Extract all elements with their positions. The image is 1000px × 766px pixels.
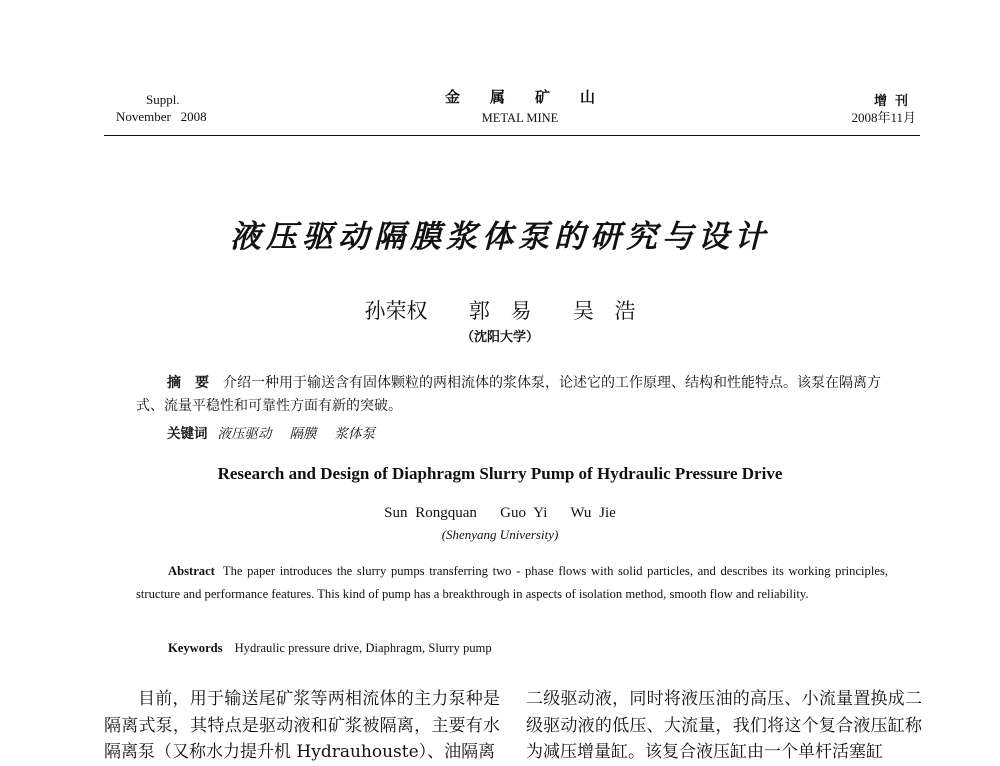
abstract-cn-text: 介绍一种用于输送含有固体颗粒的两相流体的浆体泵，论述它的工作原理、结构和性能特点。该泵在隔离方式、流量平稳性和可靠性方面有新的突破。 (136, 375, 881, 414)
issue-date-cn: 2008年11月 (851, 110, 916, 125)
body-column-left: 目前，用于输送尾矿浆等两相流体的主力泵种是隔离式泵，其特点是驱动液和矿浆被隔离，主要有水隔离泵（又称水力提升机 Hydrauhouste）、油隔离 (104, 689, 500, 762)
affiliation-cn: （沈阳大学） (460, 330, 539, 345)
keyword-cn: 隔膜 (289, 426, 317, 442)
running-header-left (116, 91, 207, 125)
keywords-en-text: Hydraulic pressure drive, Diaphragm, Slurry pump (234, 641, 492, 655)
header-rule (104, 135, 920, 136)
journal-name-en: METAL MINE (481, 111, 559, 125)
journal-name-cn: 金属矿山 (444, 90, 625, 106)
abstract-cn (136, 372, 886, 418)
keywords-en-label: Keywords (168, 641, 223, 655)
abstract-cn-label: 摘要 (167, 375, 223, 391)
abstract-en-label: Abstract (168, 564, 215, 578)
keyword-cn: 液压驱动 (217, 426, 272, 442)
abstract-en-text: The paper introduces the slurry pumps transferring two - phase flows with solid particles, and describes its working principles, structure and performance features. This kind of pump has a breakthrough in aspects of isolation method, smooth flow and reliability. (136, 564, 888, 601)
paper-title-cn: 液压驱动隔膜浆体泵的研究与设计 (230, 219, 770, 255)
authors-en: Sun Rongquan Guo Yi Wu Jie (384, 505, 616, 521)
body-column-right: 二级驱动液，同时将液压油的高压、小流量置换成二级驱动液的低压、大流量，我们将这个复合液压缸称为减压增量缸。该复合液压缸由一个单杆活塞缸 (526, 689, 922, 762)
supplement-label-cn: 增刊 (873, 93, 916, 108)
paper-title-en: Research and Design of Diaphragm Slurry Pump of Hydraulic Pressure Drive (217, 464, 783, 483)
authors-cn: 孙荣权 郭 易 吴 浩 (364, 299, 636, 323)
keyword-cn: 浆体泵 (334, 426, 375, 442)
keywords-cn (167, 424, 393, 444)
keywords-cn-label: 关键词 (167, 426, 208, 442)
issue-date-en: November 2008 (116, 109, 207, 124)
affiliation-en: (Shenyang University) (441, 527, 559, 542)
supplement-label: Suppl. (146, 92, 180, 107)
journal-name (400, 89, 640, 126)
running-header-right (851, 92, 916, 126)
abstract-en (136, 560, 888, 606)
keywords-en (168, 639, 492, 657)
